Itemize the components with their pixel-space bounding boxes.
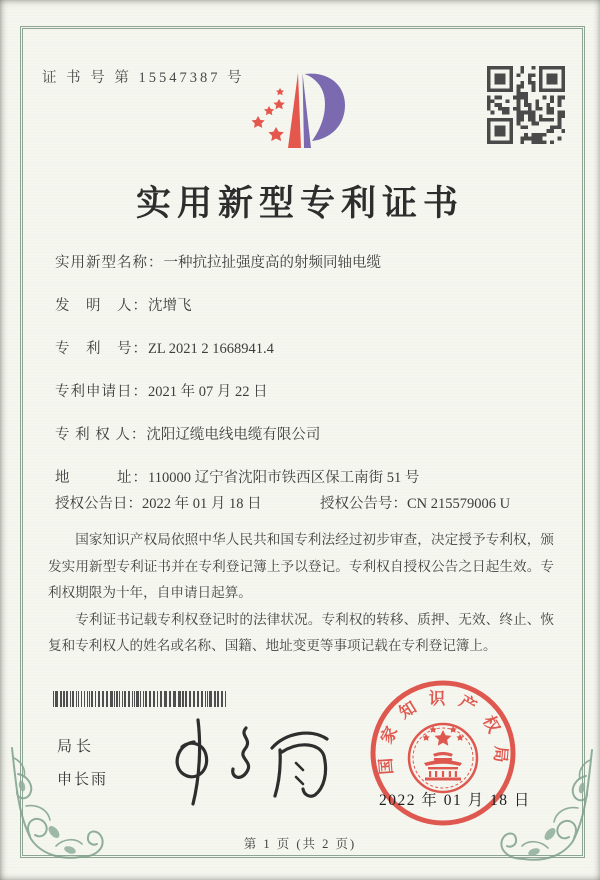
field-label: 专利申请日： <box>55 384 148 400</box>
field-label: 发 明 人： <box>55 298 148 314</box>
certificate-number: 证 书 号 第 15547387 号 <box>42 70 245 86</box>
field-filing-date <box>55 380 560 423</box>
field-patent-number <box>55 337 560 380</box>
field-value: 一种抗拉扯强度高的射频同轴电缆 <box>163 255 381 271</box>
field-label: 专 利 号： <box>55 341 148 357</box>
field-value: 沈增飞 <box>148 298 192 314</box>
field-value: ZL 2021 2 1668941.4 <box>148 341 274 357</box>
grant-announcement-row <box>55 492 570 513</box>
field-grant-number <box>320 492 510 513</box>
field-value: 110000 辽宁省沈阳市铁西区保工南街 51 号 <box>148 470 420 486</box>
legal-text <box>48 527 554 660</box>
field-inventor <box>55 294 560 337</box>
seal-text: 国家知识产权局 <box>375 688 511 776</box>
legal-paragraph-1: 国家知识产权局依照中华人民共和国专利法经过初步审查，决定授予专利权，颁发实用新型专利证书并在专利登记簿上予以登记。专利权自授权公告之日起生效。专利权期限为十年，自申请日起算。 <box>48 532 554 600</box>
legal-paragraph-2: 专利证书记载专利权登记时的法律状况。专利权的转移、质押、无效、终止、恢复和专利权人的姓名或名称、国籍、地址变更等事项记载在专利登记簿上。 <box>48 611 554 653</box>
director-name: 申长雨 <box>57 772 109 788</box>
field-value: 沈阳辽缆电线电缆有限公司 <box>146 427 321 443</box>
national-emblem-icon <box>422 726 463 781</box>
field-value: CN 215579006 U <box>407 496 511 512</box>
field-label: 地 址： <box>55 470 148 486</box>
field-list <box>55 251 560 509</box>
field-patentee <box>55 423 560 466</box>
barcode-icon <box>53 691 228 707</box>
field-label: 授权公告日： <box>55 496 142 512</box>
field-utility-model-name <box>55 251 560 294</box>
field-label: 授权公告号： <box>320 496 407 512</box>
certificate-title: 实用新型专利证书 <box>135 184 464 223</box>
qr-code-icon <box>487 66 565 144</box>
field-label: 专 利 权 人： <box>55 427 147 443</box>
field-label: 实用新型名称： <box>55 255 164 271</box>
field-value: 2022 年 01 月 18 日 <box>142 496 262 512</box>
director-title-label: 局长 <box>57 739 96 755</box>
field-value: 2021 年 07 月 22 日 <box>148 384 268 400</box>
grant-date-stamp: 2022 年 01 月 18 日 <box>379 792 531 809</box>
page-number: 第 1 页 (共 2 页) <box>243 837 357 851</box>
field-grant-date <box>55 496 262 512</box>
cnipa-logo-icon <box>232 60 370 166</box>
signature-handwriting-icon <box>160 712 335 810</box>
